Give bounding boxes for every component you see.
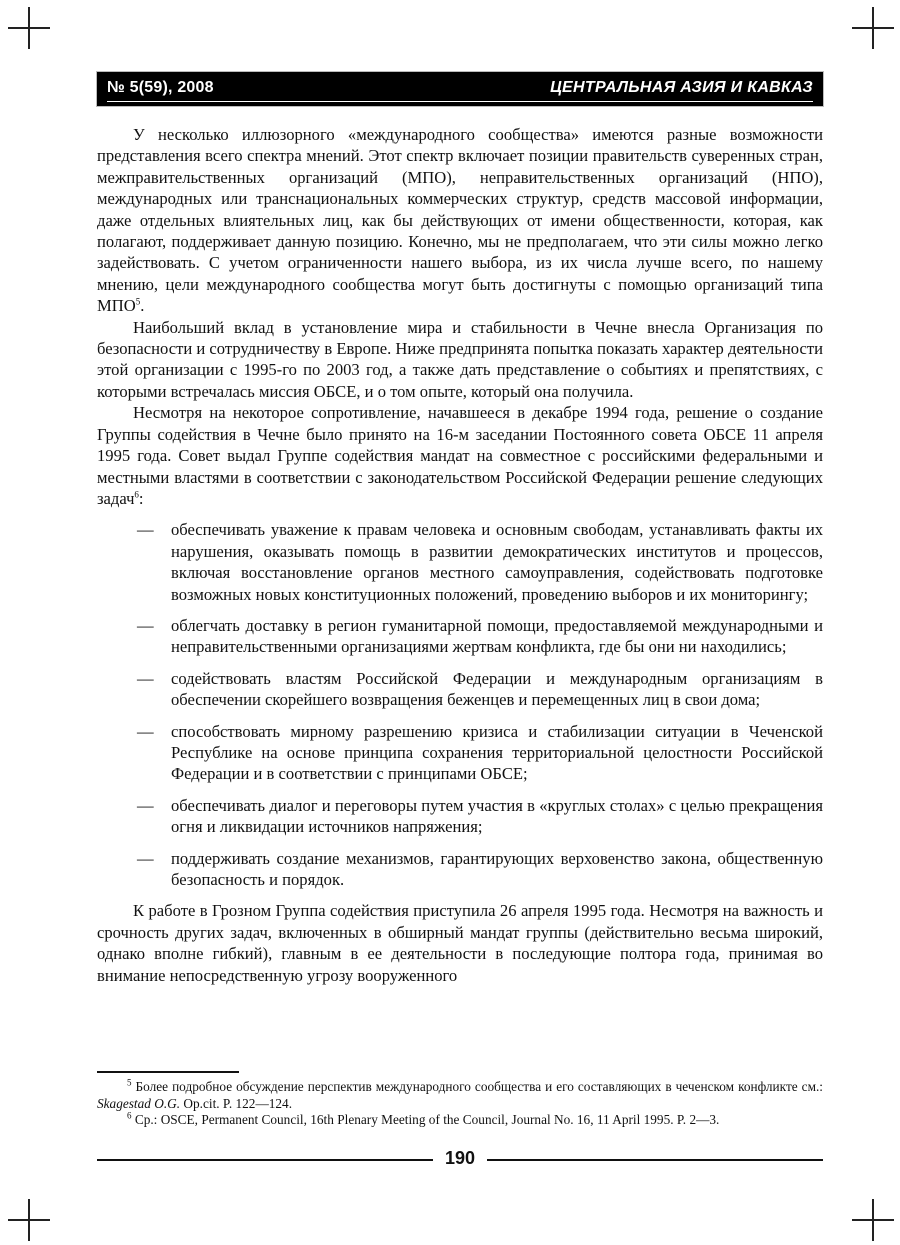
footnote-5: $^5$ Более подробное обсуждение перспектив международного сообщества и его составляющих в чеченском конфликте см.: Skagestad O.G. Op.cit. P. 122—124. (97, 1077, 823, 1111)
footnotes (97, 1079, 823, 1129)
footnote-separator (97, 1071, 239, 1073)
page-number: 190 (444, 1148, 476, 1168)
list-item: — содействовать властям Российской Федерации и международным организациям в обеспечении скорейшего возвращения беженцев и перемещенных лиц в свои дома; (137, 668, 823, 710)
list-item: — способствовать мирному разрешению кризиса и стабилизации ситуации в Чеченской Республике на основе принципа сохранения территориальной целостности Российской Федерации и в соответствии с принципами ОБСЕ; (137, 721, 823, 784)
dash-bullet: — (137, 795, 154, 815)
footnote-ref[interactable]: 5 (135, 296, 141, 307)
list-item: — поддерживать создание механизмов, гарантирующих верховенство закона, общественную безопасность и порядок. (137, 848, 823, 889)
footnote-6: $^6$ Ср.: OSCE, Permanent Council, 16th Plenary Meeting of the Council, Journal No. 16, 11 April 1995. P. 2—3. (127, 1110, 720, 1127)
crop-mark-bottom-right (852, 1199, 894, 1241)
page-footer (97, 1148, 823, 1172)
cited-author: Skagestad O.G. (97, 1095, 181, 1111)
dash-bullet: — (137, 848, 154, 868)
list-item: — облегчать доставку в регион гуманитарной помощи, предоставляемой международными и неправительственными организациями жертвам конфликта, где бы они ни находились; (137, 615, 823, 657)
journal-title: ЦЕНТРАЛЬНАЯ АЗИЯ И КАВКАЗ (550, 79, 813, 96)
paragraph: Наибольший вклад в установление мира и стабильности в Чечне внесла Организация по безопасности и сотрудничеству в Европе. Ниже предпринята попытка показать характер деятельности этой организации с 1995-го по 2003 год, а также дать представление о событиях и препятствиях, с которыми встречалась миссия ОБСЕ, и о том опыте, который она получила. (97, 317, 823, 401)
paragraph: У несколько иллюзорного «международного сообщества» имеются разные возможности представления всего спектра мнений. Этот спектр включает позиции правительств суверенных стран, межправительственных организаций (МПО), неправительственных организаций (НПО), международных или транснациональных коммерческих структур, средств массовой информации, даже отдельных влиятельных лиц, как бы действующих от имени общественности, которая, как полагают, поддерживает данную позицию. Конечно, мы не предполагаем, что эти силы можно легко задействовать. С учетом ограниченности нашего выбора, из их числа лучше всего, по нашему мнению, цели международного сообщества могут быть достигнуты с помощью организаций типа МПО$^5$. (97, 125, 823, 316)
list-item: — обеспечивать диалог и переговоры путем участия в «круглых столах» с целью прекращения огня и ликвидации источников напряжения; (137, 795, 823, 837)
dash-bullet: — (137, 615, 154, 635)
footnote-ref[interactable]: 6 (134, 489, 139, 500)
dash-bullet: — (137, 520, 154, 540)
issue-number: № 5(59), 2008 (107, 79, 214, 96)
paragraph: Несмотря на некоторое сопротивление, начавшееся в декабре 1994 года, решение о создание Группы содействия в Чечне было принято на 16-м заседании Постоянного совета ОБСЕ 11 апреля 1995 года. Совет выдал Группе содействия мандат на совместное с российскими федеральными и местными властями в соответствии с законодательством Российской Федерации решение следующих задач$^6$: (97, 403, 823, 508)
mandate-task-list (97, 519, 823, 890)
crop-mark-bottom-left (8, 1199, 50, 1241)
dash-bullet: — (137, 721, 154, 741)
footer-rule-right (487, 1159, 823, 1161)
crop-mark-top-left (8, 7, 50, 49)
paragraph: К работе в Грозном Группа содействия приступила 26 апреля 1995 года. Несмотря на важность и срочность других задач, включенных в обширный мандат группы (действительно весьма широкий, однако вполне гибкий), главным в ее деятельности в последующие полтора года, принимая во внимание непосредственную угрозу вооруженного (97, 901, 823, 985)
header-underline (107, 101, 813, 103)
article-body (97, 124, 823, 986)
dash-bullet: — (137, 668, 154, 688)
running-header (97, 72, 823, 106)
list-item: — обеспечивать уважение к правам человека и основным свободам, устанавливать факты их нарушения, оказывать помощь в развитии демократических институтов и процессов, включая восстановление органов местного самоуправления, содействовать подготовке возможных новых конституционных положений, проведению выборов и их мониторингу; (137, 520, 823, 604)
crop-mark-top-right (852, 7, 894, 49)
